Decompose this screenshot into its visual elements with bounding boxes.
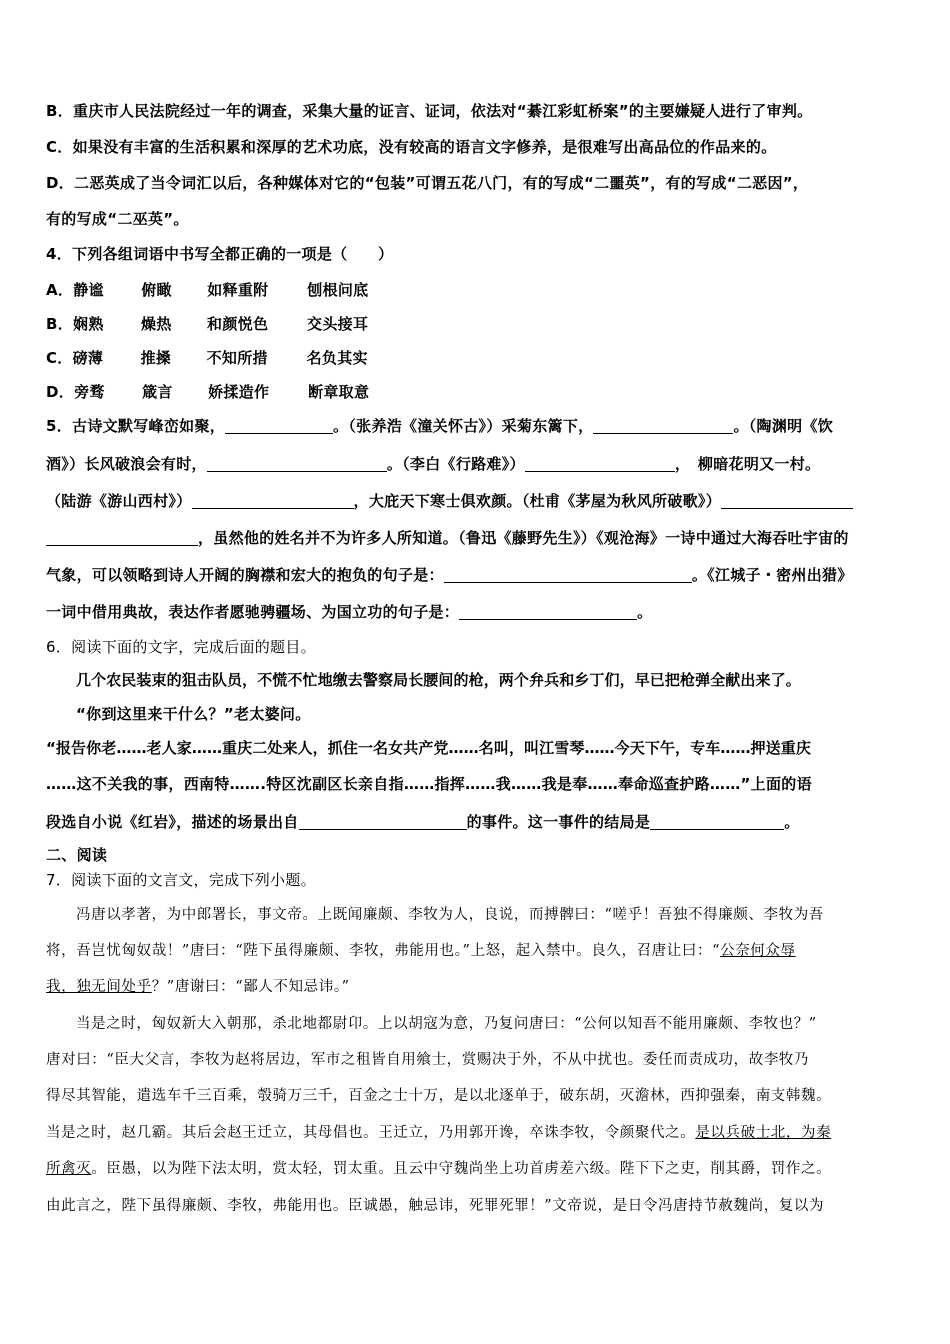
q4-option-a (46, 278, 368, 302)
text: 将，吾岂忧匈奴哉！”唐曰：“陛下虽得廉颇、李牧，弗能用也。”上怒，起入禁中。良久，召唐让曰：“ (46, 943, 721, 959)
q6-passage-3: “报告你老……老人家……重庆二处来人，抓住一名女共产党……名叫，叫江雪琴……今天下午，专车……押送重庆 (46, 739, 811, 757)
underlined-text: 公奈何众辱 (720, 943, 796, 959)
passage-line: 得尽其智能，遣选车千三百乘，彀骑万三千，百金之士十万，是以北逐单于，破东胡，灭澹林，西抑强秦，南支韩魏。 (46, 1088, 832, 1104)
option-word: 箴言 (142, 383, 173, 401)
text: 的事件。这一事件的结局是 (466, 813, 651, 831)
text: 段选自小说《红岩》，描述的场景出自 (46, 813, 299, 831)
option-word: 燥热 (141, 315, 172, 333)
option-word: 如释重附 (207, 281, 269, 299)
option-word: 断章取意 (308, 383, 370, 401)
option-word: 娇揉造作 (208, 383, 270, 401)
answer-blank[interactable] (299, 813, 467, 830)
text: ， 柳暗花明又一村。 (674, 455, 821, 473)
text: ，虽然他的姓名并不为许多人所知道。（鲁迅《藤野先生》）《观沧海》一诗中通过大海吞吐宇宙的 (198, 529, 849, 547)
passage-line: 唐对曰：“臣大父言，李牧为赵将居边，军市之租皆自用飨士，赏赐决于外，不从中扰也。委任而责成功，故李牧乃 (46, 1052, 810, 1068)
text: 。臣愚，以为陛下法太明，赏太轻，罚太重。且云中守魏尚坐上功首虏差六级。陛下下之吏，削其爵，罚作之。 (91, 1161, 832, 1177)
underlined-text: 所禽灭 (46, 1161, 92, 1177)
text: 5．古诗文默写峰峦如聚， (46, 417, 226, 435)
q5-line-5 (46, 563, 853, 587)
q4-stem: 4．下列各组词语中书写全都正确的一项是（ ） (46, 245, 394, 263)
option-word: 名负其实 (306, 349, 368, 367)
q5-line-6 (46, 600, 652, 624)
passage-line (46, 939, 796, 963)
option-label: D． (46, 383, 75, 401)
passage-line (46, 1121, 831, 1145)
underlined-text: 是以兵破士北，为秦 (695, 1125, 832, 1141)
text: ？”唐谢曰：“鄙人不知忌讳。” (151, 979, 350, 995)
option-label: B． (46, 315, 74, 333)
answer-blank[interactable] (721, 492, 853, 509)
answer-blank[interactable] (46, 529, 198, 546)
option-word: 旁骛 (74, 383, 105, 401)
q6-question (46, 810, 800, 834)
text: 。（陶渊明《饮 (733, 417, 834, 435)
q3-option-b: B．重庆市人民法院经过一年的调查，采集大量的证言、证词，依法对“綦江彩虹桥案”的主要嫌疑人进行了审判。 (46, 102, 813, 120)
answer-blank[interactable] (593, 417, 733, 434)
q7-stem: 7．阅读下面的文言文，完成下列小题。 (46, 871, 316, 889)
q6-passage-2: “你到这里来干什么？”老太婆问。 (76, 705, 311, 723)
q3-option-c: C．如果没有丰富的生活积累和深厚的艺术功底，没有较高的语言文字修养，是很难写出高品位的作品来的。 (46, 138, 777, 156)
text: ……这不关我的事，西南特…….特区沈副区长亲自指……指挥……我……我是奉……奉命巡查护路……” (46, 775, 751, 793)
text: （陆游《游山西村》） (46, 492, 192, 510)
answer-blank[interactable] (225, 417, 333, 434)
q4-option-c (46, 346, 368, 370)
text: 上面的语 (750, 775, 812, 793)
q6-passage-4 (46, 772, 812, 796)
q4-option-b (46, 312, 368, 336)
underlined-text: 我，独无间处乎 (46, 979, 152, 995)
q5-line-1 (46, 414, 833, 438)
option-word: 推搡 (140, 349, 172, 367)
option-word: 娴熟 (73, 315, 104, 333)
text: ，大庇天下寒士俱欢颜。（杜甫《茅屋为秋风所破歌》） (353, 492, 722, 510)
answer-blank[interactable] (459, 603, 637, 620)
passage-line: 当是之时，匈奴新大入朝那，杀北地都尉卬。上以胡寇为意，乃复问唐曰：“公何以知吾不能用廉颇、李牧也？” (76, 1016, 817, 1032)
text: 当是之时，赵几霸。其后会赵王迁立，其母倡也。王迁立，乃用郭开谗，卒诛李牧，令颜聚代之。 (46, 1125, 696, 1141)
option-word: 和颜悦色 (207, 315, 269, 333)
option-word: 刨根问底 (307, 281, 369, 299)
answer-blank[interactable] (525, 455, 675, 472)
option-word: 磅薄 (72, 349, 104, 367)
answer-blank[interactable] (650, 813, 784, 830)
answer-blank[interactable] (207, 455, 387, 472)
passage-line (46, 1157, 831, 1181)
option-label: A． (46, 281, 74, 299)
q5-line-4 (46, 526, 849, 550)
q5-line-2 (46, 452, 820, 476)
option-word: 俯瞰 (141, 281, 172, 299)
text: 。（张养浩《潼关怀古》）采菊东篱下， (333, 417, 594, 435)
text: 。 (784, 813, 800, 831)
q4-option-d (46, 380, 369, 404)
text: 气象，可以领略到诗人开阔的胸襟和宏大的抱负的句子是： (46, 566, 444, 584)
answer-blank[interactable] (192, 492, 354, 509)
text: 酒》）长风破浪会有时， (46, 455, 207, 473)
q6-passage-1: 几个农民装束的狙击队员，不慌不忙地缴去警察局长腰间的枪，两个弁兵和乡丁们，早已把枪弹全献出来了。 (76, 671, 801, 689)
passage-line (46, 975, 350, 999)
q3-option-d: D．二恶英成了当令词汇以后，各种媒体对它的“包装”可谓五花八门，有的写成“二噩英”，有的写成“二恶因”， (46, 174, 809, 192)
passage-line: 冯唐以孝著，为中郎署长，事文帝。上既闻廉颇、李牧为人，良说，而搏髀曰：“嗟乎！吾独不得廉颇、李牧为吾 (76, 907, 824, 923)
section-heading: 二、阅读 (46, 846, 108, 864)
option-word: 静谧 (73, 281, 104, 299)
text: 一词中借用典故，表达作者愿驰骋疆场、为国立功的句子是： (46, 603, 460, 621)
q3-option-d-cont: 有的写成“二巫英”。 (46, 210, 189, 228)
text: 。《江城子・密州出猎》 (691, 566, 853, 584)
text: 。 (637, 603, 653, 621)
answer-blank[interactable] (444, 566, 692, 583)
option-label: C． (46, 349, 73, 367)
q5-line-3 (46, 489, 853, 513)
option-word: 不知所措 (206, 349, 268, 367)
option-word: 交头接耳 (307, 315, 369, 333)
q6-stem: 6．阅读下面的文字，完成后面的题目。 (46, 638, 316, 656)
text: 。（李白《行路难》） (386, 455, 525, 473)
passage-line: 由此言之，陛下虽得廉颇、李牧，弗能用也。臣诚愚，触忌讳，死罪死罪！”文帝说，是日令冯唐持节赦魏尚，复以为 (46, 1198, 825, 1214)
